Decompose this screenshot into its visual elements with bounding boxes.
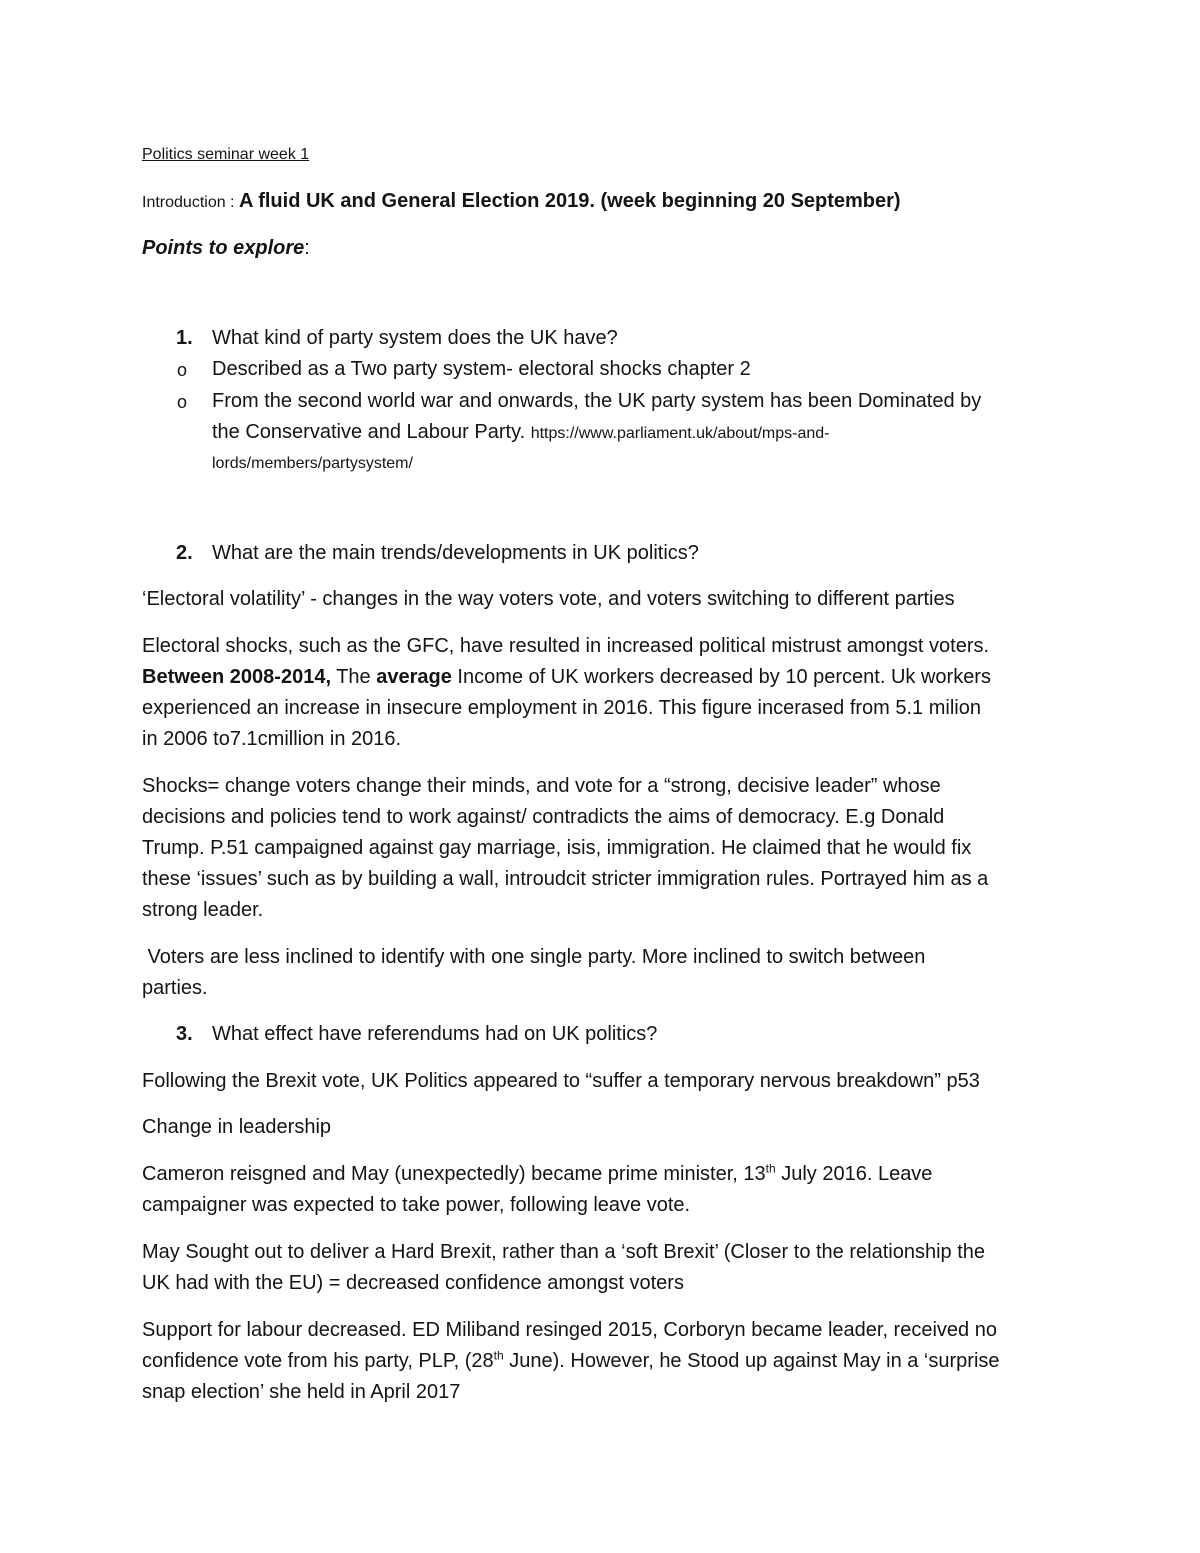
cameron-text-part1: Cameron reisgned and May (unexpectedly) became prime minister, 13 [142, 1163, 766, 1185]
list-number-3: 3. [176, 1023, 193, 1045]
paragraph-may-line1: May Sought out to deliver a Hard Brexit, rather than a ‘soft Brexit’ (Closer to the relationship the [142, 1241, 986, 1263]
paragraph-labour-line2 [142, 1350, 1000, 1373]
paragraph-labour-line3: snap election’ she held in April 2017 [142, 1381, 461, 1403]
labour-text-part1: confidence vote from his party, PLP, (28 [142, 1350, 494, 1372]
shocks-text-b: Income of UK workers decreased by 10 percent. Uk workers [451, 666, 991, 688]
bullet-marker: o [177, 392, 188, 412]
labour-text-part2: June). However, he Stood up against May in a ‘surprise [503, 1350, 1000, 1372]
shocks-bold-average: average [376, 666, 452, 688]
paragraph-shocks-line1: Electoral shocks, such as the GFC, have resulted in increased political mistrust amongst voters. [142, 635, 990, 657]
points-label: Points to explore [142, 237, 305, 259]
paragraph-identify-line1: Voters are less inclined to identify with one single party. More inclined to switch between [142, 946, 926, 968]
cameron-text-part2: July 2016. Leave [775, 1163, 933, 1185]
paragraph-cameron-line1 [142, 1163, 932, 1186]
intro-line [142, 190, 901, 213]
paragraph-shocks-line4: in 2006 to7.1cmillion in 2016. [142, 728, 402, 750]
intro-label: Introduction : [142, 194, 239, 211]
parliament-link-part1[interactable]: https://www.parliament.uk/about/mps-and- [530, 425, 830, 442]
paragraph-cameron-line2: campaigner was expected to take power, following leave vote. [142, 1194, 691, 1216]
list-number-2: 2. [176, 542, 193, 564]
bullet-marker: o [177, 360, 188, 380]
list-number-1: 1. [176, 327, 193, 349]
bullet-text-2-cont [212, 421, 830, 444]
paragraph-identify-line2: parties. [142, 977, 208, 999]
paragraph-leader-line1: Shocks= change voters change their minds, and vote for a “strong, decisive leader” whose [142, 775, 941, 797]
paragraph-labour-line1: Support for labour decreased. ED Miliband resinged 2015, Corboryn became leader, received no [142, 1319, 997, 1341]
paragraph-leader-line5: strong leader. [142, 899, 264, 921]
list-question-1: What kind of party system does the UK have? [212, 327, 618, 349]
paragraph-leader-line3: Trump. P.51 campaigned against gay marriage, isis, immigration. He claimed that he would fix [142, 837, 972, 859]
paragraph-volatility: ‘Electoral volatility’ - changes in the way voters vote, and voters switching to different parties [142, 588, 955, 610]
document-title: Politics seminar week 1 [142, 146, 310, 163]
parliament-link-part2[interactable]: lords/members/partysystem/ [212, 455, 413, 472]
labour-ordinal: th [493, 1348, 504, 1363]
paragraph-leader-line2: decisions and policies tend to work against/ contradicts the aims of democracy. E.g Donald [142, 806, 945, 828]
paragraph-shocks-line3: experienced an increase in insecure employment in 2016. This figure incerased from 5.1 milion [142, 697, 981, 719]
bullet-text-1: Described as a Two party system- electoral shocks chapter 2 [212, 358, 751, 380]
list-question-2: What are the main trends/developments in UK politics? [212, 542, 699, 564]
paragraph-shocks-line2 [142, 666, 991, 689]
paragraph-change-leadership: Change in leadership [142, 1116, 332, 1138]
intro-heading: A fluid UK and General Election 2019. (week beginning 20 September) [238, 190, 901, 212]
list-question-3: What effect have referendums had on UK politics? [212, 1023, 658, 1045]
cameron-ordinal: th [765, 1161, 776, 1176]
points-colon: : [304, 237, 310, 259]
points-line [142, 237, 310, 260]
paragraph-may-line2: UK had with the EU) = decreased confidence amongst voters [142, 1272, 684, 1294]
shocks-text-a: The [331, 666, 377, 688]
paragraph-leader-line4: these ‘issues’ such as by building a wall, introudcit stricter immigration rules. Portrayed him as a [142, 868, 989, 890]
paragraph-brexit: Following the Brexit vote, UK Politics appeared to “suffer a temporary nervous breakdown” p53 [142, 1070, 980, 1092]
bullet-text-2: From the second world war and onwards, the UK party system has been Dominated by [212, 390, 982, 412]
bullet-text-2-line2: the Conservative and Labour Party. [212, 421, 531, 443]
shocks-bold-years: Between 2008-2014, [142, 666, 332, 688]
